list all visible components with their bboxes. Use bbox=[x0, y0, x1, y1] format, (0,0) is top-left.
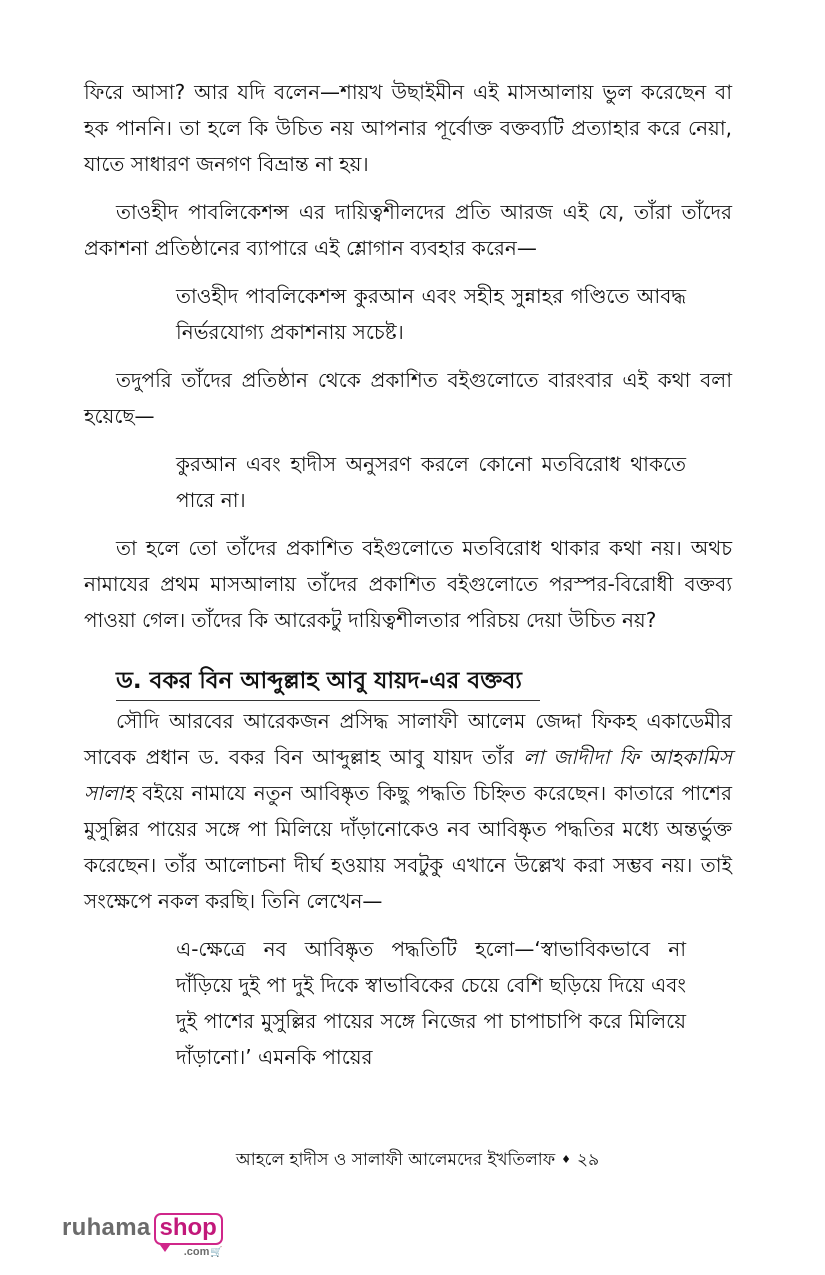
paragraph-text: বইয়ে নামাযে নতুন আবিষ্কৃত কিছু পদ্ধতি চিহ্নিত করেছেন। কাতারে পাশের মুসুল্লির পায়ের সঙ্গে পা মিলিয়ে দাঁড়ানোকেও নব আবিষ্কৃত পদ্ধতির মধ্যে অন্তর্ভুক্ত করেছেন। তাঁর আলোচনা দীর্ঘ হওয়ায় সবটুকু এখানে উল্লেখ করা সম্ভব নয়। তাই সংক্ষেপে নকল করছি। তিনি লেখেন— bbox=[84, 781, 732, 913]
cart-icon: 🛒 bbox=[210, 1247, 223, 1258]
paragraph: ফিরে আসা? আর যদি বলেন—শায়খ উছাইমীন এই মাসআলায় ভুল করেছেন বা হক পাননি। তা হলে কি উচিত নয় আপনার পূর্বোক্ত বক্তব্যটি প্রত্যাহার করে নেয়া, যাতে সাধারণ জনগণ বিভ্রান্ত না হয়। bbox=[84, 80, 732, 176]
paragraph: তা হলে তো তাঁদের প্রকাশিত বইগুলোতে মতবিরোধ থাকার কথা নয়। অথচ নামাযের প্রথম মাসআলায় তাঁদের প্রকাশিত বইগুলোতে পরস্পর-বিরোধী বক্তব্য পাওয়া গেল। তাঁদের কি আরেকটু দায়িত্বশীলতার পরিচয় দেয়া উচিত নয়? bbox=[84, 536, 732, 632]
paragraph bbox=[84, 703, 732, 919]
block-quote: এ-ক্ষেত্রে নব আবিষ্কৃত পদ্ধতিটি হলো—‘স্বাভাবিকভাবে না দাঁড়িয়ে দুই পা দুই দিকে স্বাভাবিকের চেয়ে বেশি ছড়িয়ে দিয়ে এবং দুই পাশের মুসুল্লির পায়ের সঙ্গে নিজের পা চাপাচাপি করে মিলিয়ে দাঁড়ানো।’ এমনকি পায়ের bbox=[176, 937, 686, 1069]
paragraph: তদুপরি তাঁদের প্রতিষ্ঠান থেকে প্রকাশিত বইগুলোতে বারংবার এই কথা বলা হয়েছে— bbox=[84, 368, 732, 428]
ruhamashop-watermark-logo bbox=[62, 1213, 223, 1258]
logo-domain-text: .com bbox=[183, 1246, 210, 1258]
diamond-bullet-icon: ♦ bbox=[561, 1153, 572, 1166]
paragraph-text: সৌদি আরবের আরেকজন প্রসিদ্ধ সালাফী আলেম জেদ্দা ফিকহ একাডেমীর সাবেক প্রধান ড. বকর বিন আব্দুল্লাহ আবু যায়দ তাঁর bbox=[84, 709, 732, 769]
logo-text-ruhama: ruhama bbox=[62, 1214, 151, 1241]
running-title: আহলে হাদীস ও সালাফী আলেমদের ইখতিলাফ bbox=[235, 1150, 556, 1170]
book-title: লা জাদীদা ফি আহকামিস সালাহ bbox=[84, 745, 732, 805]
logo-speech-bubble bbox=[154, 1213, 223, 1258]
block-quote: তাওহীদ পাবলিকেশন্স কুরআন এবং সহীহ সুন্নাহর গণ্ডিতে আবদ্ধ নির্ভরযোগ্য প্রকাশনায় সচেষ্ট। bbox=[176, 284, 686, 344]
book-page bbox=[84, 74, 732, 1087]
spacer bbox=[84, 182, 732, 194]
paragraph: তাওহীদ পাবলিকেশন্স এর দায়িত্বশীলদের প্রতি আরজ এই যে, তাঁরা তাঁদের প্রকাশনা প্রতিষ্ঠানের ব্যাপারে এই শ্লোগান ব্যবহার করেন— bbox=[84, 200, 732, 260]
page-footer bbox=[0, 1147, 825, 1173]
page-number: ২৯ bbox=[577, 1150, 600, 1170]
block-quote: কুরআন এবং হাদীস অনুসরণ করলে কোনো মতবিরোধ থাকতে পারে না। bbox=[176, 452, 686, 512]
speech-bubble-tail-icon bbox=[160, 1245, 170, 1252]
logo-domain bbox=[184, 1246, 223, 1259]
logo-text-shop: shop bbox=[154, 1213, 223, 1245]
section-heading: ড. বকর বিন আব্দুল্লাহ আবু যায়দ-এর বক্তব্য bbox=[116, 664, 540, 701]
